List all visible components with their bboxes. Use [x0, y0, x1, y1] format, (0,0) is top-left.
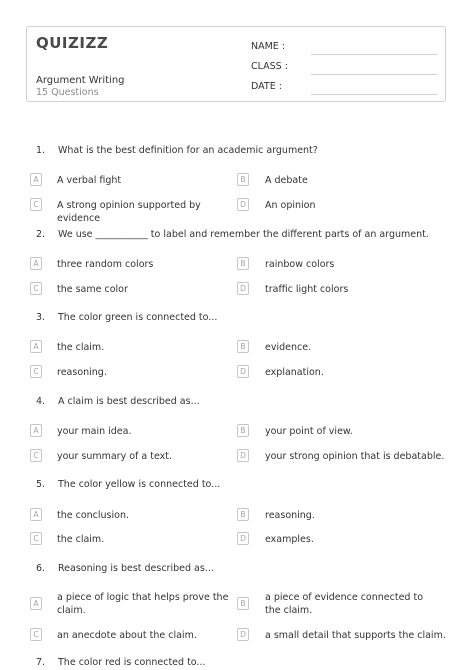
option-letter-d[interactable]: D: [237, 449, 249, 462]
date-line[interactable]: [311, 94, 437, 95]
option-c[interactable]: the claim.: [57, 534, 105, 545]
option-letter-c[interactable]: C: [30, 449, 42, 462]
option-letter-d[interactable]: D: [237, 532, 249, 545]
option-letter-a[interactable]: A: [30, 508, 42, 521]
question-text: The color red is connected to...: [58, 657, 206, 668]
option-a[interactable]: a piece of logic that helps prove the claim.: [57, 592, 229, 616]
option-letter-a[interactable]: A: [30, 173, 42, 186]
option-letter-d[interactable]: D: [237, 282, 249, 295]
option-d[interactable]: explanation.: [265, 367, 324, 378]
question-number: 3.: [36, 312, 46, 323]
date-label: DATE :: [251, 81, 282, 92]
date-field[interactable]: [251, 81, 437, 95]
option-a[interactable]: three random colors: [57, 259, 154, 270]
option-letter-c[interactable]: C: [30, 282, 42, 295]
option-letter-d[interactable]: D: [237, 628, 249, 641]
quizizz-logo: QUIZIZZ: [36, 34, 109, 52]
question-text: A claim is best described as...: [58, 396, 200, 407]
option-d[interactable]: traffic light colors: [265, 284, 349, 295]
option-a[interactable]: A verbal fight: [57, 175, 122, 186]
option-letter-a[interactable]: A: [30, 597, 42, 610]
worksheet-title: Argument Writing: [36, 75, 125, 86]
name-line[interactable]: [311, 54, 437, 55]
option-d[interactable]: examples.: [265, 534, 314, 545]
option-letter-b[interactable]: B: [237, 340, 249, 353]
name-label: NAME :: [251, 41, 286, 52]
question-text: What is the best definition for an academic argument?: [58, 145, 318, 156]
option-c[interactable]: reasoning.: [57, 367, 107, 378]
option-letter-c[interactable]: C: [30, 628, 42, 641]
option-letter-b[interactable]: B: [237, 597, 249, 610]
question-number: 7.: [36, 657, 46, 668]
question-count: 15 Questions: [36, 87, 99, 98]
option-b[interactable]: a piece of evidence connected to the claim.: [265, 592, 424, 616]
option-letter-a[interactable]: A: [30, 257, 42, 270]
option-a[interactable]: your main idea.: [57, 426, 132, 437]
question-number: 6.: [36, 563, 46, 574]
question-text: The color green is connected to...: [58, 312, 218, 323]
option-a[interactable]: the claim.: [57, 342, 105, 353]
question-number: 5.: [36, 479, 46, 490]
question-text: The color yellow is connected to...: [58, 479, 221, 490]
name-field[interactable]: [251, 41, 437, 55]
question-number: 4.: [36, 396, 46, 407]
option-d[interactable]: a small detail that supports the claim.: [265, 630, 446, 641]
option-b[interactable]: rainbow colors: [265, 259, 335, 270]
option-letter-c[interactable]: C: [30, 198, 42, 211]
question-text: Reasoning is best described as...: [58, 563, 214, 574]
question-number: 1.: [36, 145, 46, 156]
option-c[interactable]: an anecdote about the claim.: [57, 630, 197, 641]
class-line[interactable]: [311, 74, 437, 75]
option-letter-c[interactable]: C: [30, 365, 42, 378]
option-letter-b[interactable]: B: [237, 173, 249, 186]
class-field[interactable]: [251, 61, 437, 75]
option-a[interactable]: the conclusion.: [57, 510, 129, 521]
option-letter-b[interactable]: B: [237, 424, 249, 437]
worksheet-header: [26, 26, 446, 102]
option-b[interactable]: reasoning.: [265, 510, 315, 521]
option-b[interactable]: evidence.: [265, 342, 312, 353]
option-b[interactable]: your point of view.: [265, 426, 353, 437]
option-d[interactable]: your strong opinion that is debatable.: [265, 451, 445, 462]
option-c[interactable]: A strong opinion supported by evidence: [57, 200, 201, 224]
option-letter-a[interactable]: A: [30, 424, 42, 437]
question-text: We use ___________ to label and remember the different parts of an argument.: [58, 229, 429, 240]
option-letter-d[interactable]: D: [237, 365, 249, 378]
option-c[interactable]: your summary of a text.: [57, 451, 173, 462]
option-c[interactable]: the same color: [57, 284, 128, 295]
option-letter-d[interactable]: D: [237, 198, 249, 211]
option-letter-b[interactable]: B: [237, 257, 249, 270]
option-b[interactable]: A debate: [265, 175, 308, 186]
option-letter-c[interactable]: C: [30, 532, 42, 545]
option-d[interactable]: An opinion: [265, 200, 316, 211]
class-label: CLASS :: [251, 61, 288, 72]
option-letter-a[interactable]: A: [30, 340, 42, 353]
option-letter-b[interactable]: B: [237, 508, 249, 521]
question-number: 2.: [36, 229, 46, 240]
